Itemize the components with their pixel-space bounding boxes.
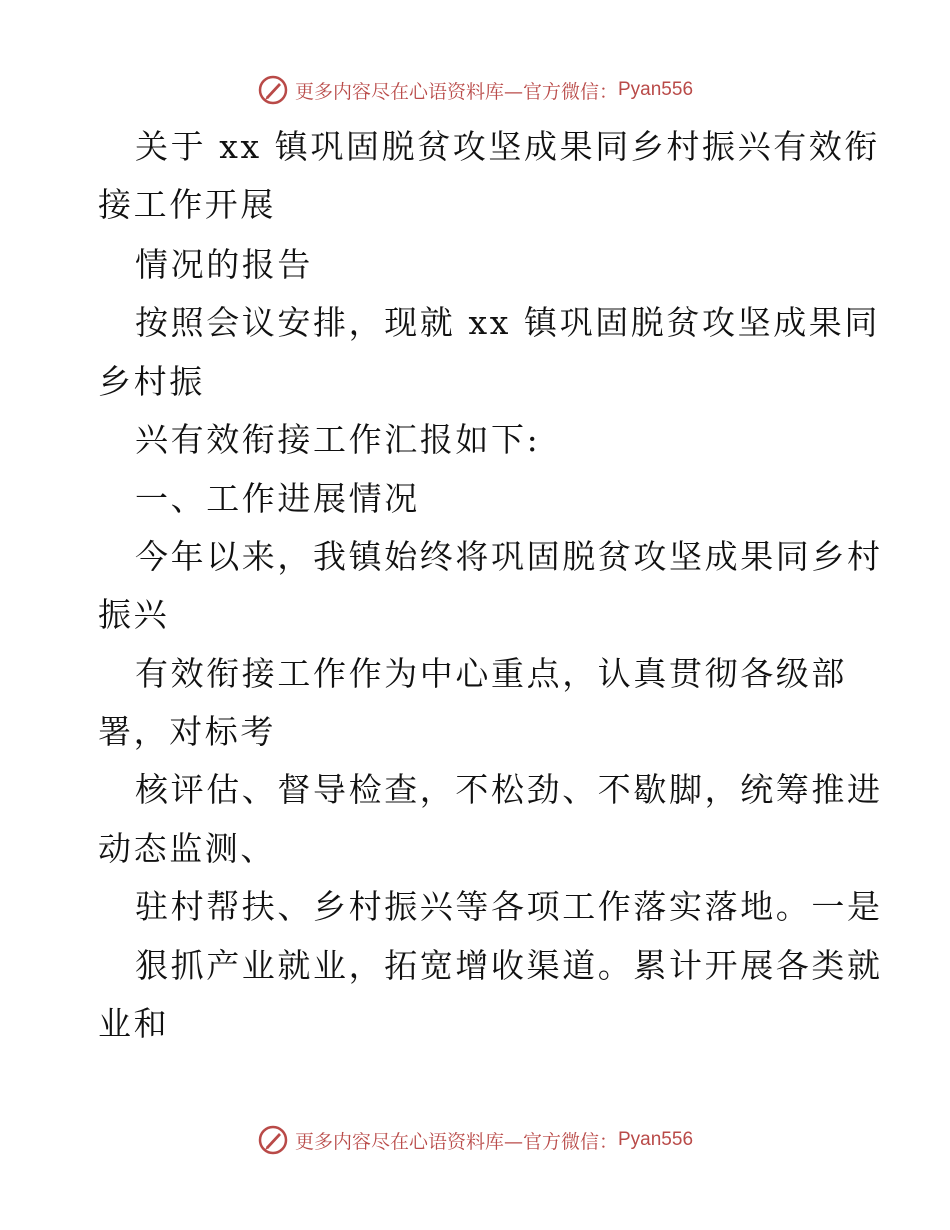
text-line: 核评估、督导检查，不松劲、不歇脚，统筹推进 [135, 770, 883, 809]
watermark-text: 更多内容尽在心语资料库—官方微信： [294, 80, 618, 103]
text-line: 振兴 [98, 595, 170, 634]
text-line: 今年以来，我镇始终将巩固脱贫攻坚成果同乡村 [135, 537, 883, 576]
text-line: 狠抓产业就业，拓宽增收渠道。累计开展各类就 [135, 946, 883, 985]
watermark-text: 更多内容尽在心语资料库—官方微信： [294, 1130, 618, 1153]
watermark-handle: Pyan556 [618, 1129, 694, 1150]
text-line: 兴有效衔接工作汇报如下: [135, 420, 541, 459]
quill-pen-icon [257, 74, 289, 106]
text-line: 动态监测、 [98, 829, 276, 868]
text-line: 接工作开展 [98, 185, 276, 224]
text-line: 情况的报告 [135, 245, 313, 284]
text-line: 驻村帮扶、乡村振兴等各项工作落实落地。一是 [135, 887, 883, 926]
text-line: 一、工作进展情况 [135, 479, 420, 518]
text-line: 关于 xx 镇巩固脱贫攻坚成果同乡村振兴有效衔 [135, 127, 881, 166]
quill-pen-icon [257, 1124, 289, 1156]
text-line: 业和 [98, 1004, 170, 1043]
watermark-handle: Pyan556 [618, 79, 694, 100]
text-line: 有效衔接工作作为中心重点，认真贯彻各级部 [135, 654, 847, 693]
text-line: 按照会议安排，现就 xx 镇巩固脱贫攻坚成果同 [135, 303, 881, 342]
footer-watermark [0, 1120, 950, 1160]
text-line: 署，对标考 [98, 712, 276, 751]
header-watermark [0, 70, 950, 110]
text-line: 乡村振 [98, 362, 205, 401]
